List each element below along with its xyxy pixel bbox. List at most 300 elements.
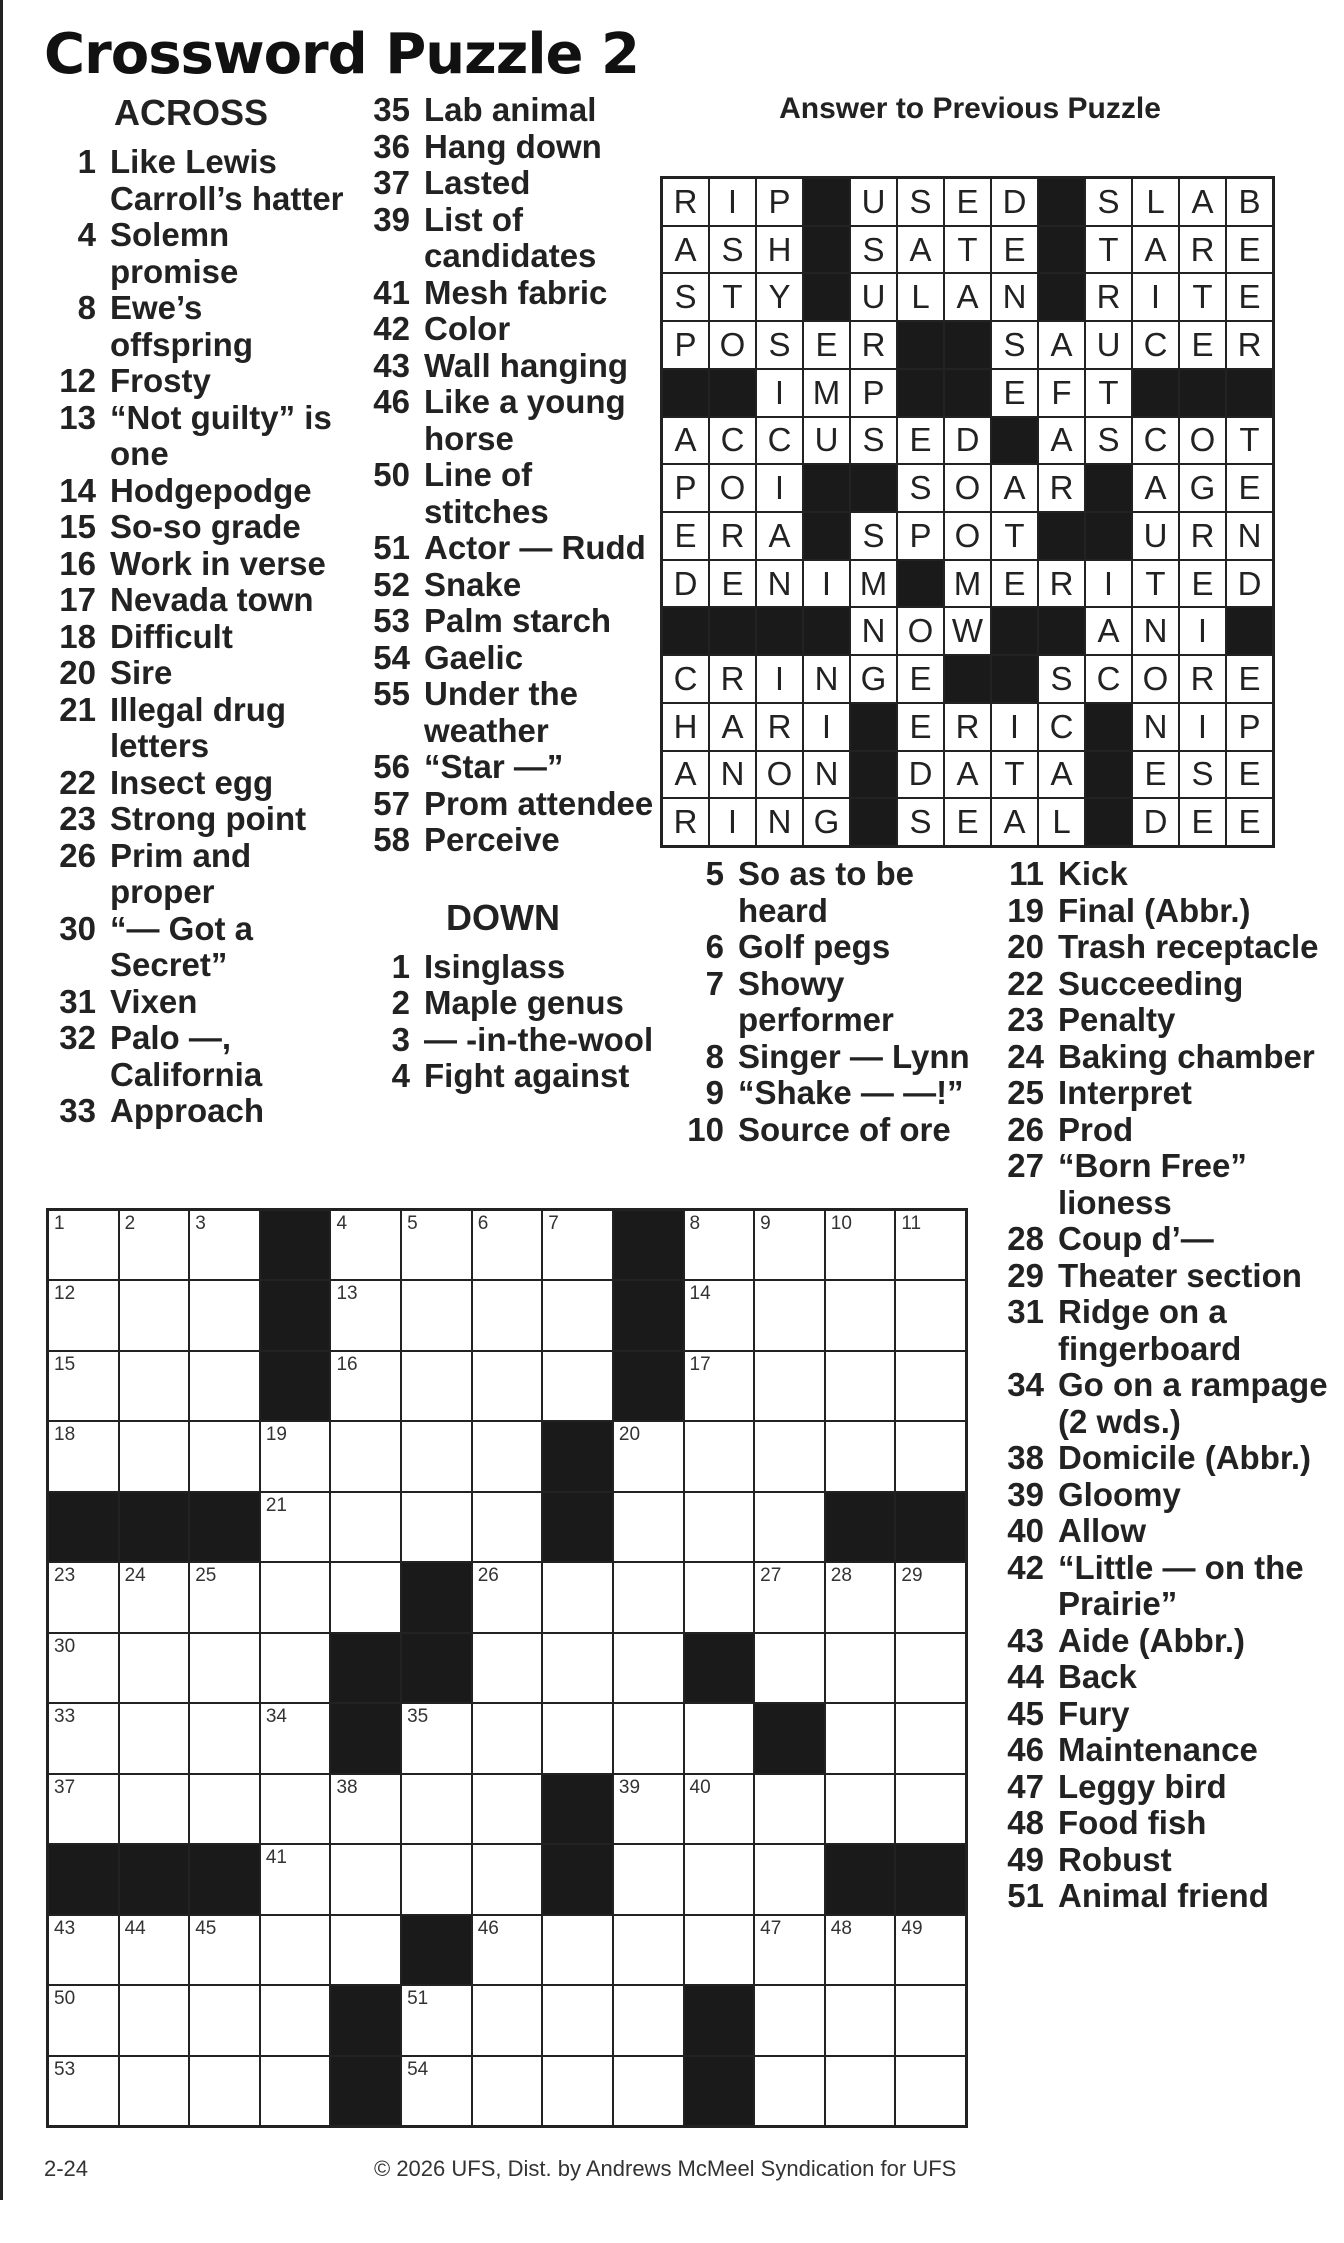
clue-down-col3-20 <box>990 929 1340 966</box>
grid-cell[interactable] <box>402 1422 471 1490</box>
answer-black-square <box>804 465 849 511</box>
grid-cell[interactable] <box>614 1422 683 1490</box>
clue-down-col3-31 <box>990 1294 1340 1367</box>
grid-cell[interactable] <box>261 1563 330 1631</box>
clue-number: 34 <box>1007 1366 1044 1403</box>
clue-number: 50 <box>373 456 410 493</box>
grid-cell[interactable] <box>826 1634 895 1702</box>
grid-cell[interactable] <box>49 1916 118 1984</box>
answer-letter-cell: I <box>1180 608 1225 654</box>
cell-number: 27 <box>760 1565 782 1587</box>
grid-cell[interactable] <box>614 2057 683 2125</box>
grid-cell[interactable] <box>685 1281 754 1349</box>
clue-number: 1 <box>391 947 410 985</box>
clue-down-col3-34 <box>990 1367 1340 1440</box>
grid-cell[interactable] <box>896 1211 965 1279</box>
grid-cell[interactable] <box>331 1493 400 1561</box>
answer-letter-cell: A <box>992 799 1037 845</box>
grid-cell[interactable] <box>473 2057 542 2125</box>
clue-number: 39 <box>373 200 410 238</box>
down-column-2 <box>670 856 970 1148</box>
grid-cell[interactable] <box>896 1422 965 1490</box>
grid-cell[interactable] <box>120 1352 189 1420</box>
grid-cell[interactable] <box>331 1845 400 1913</box>
grid-cell[interactable] <box>190 2057 259 2125</box>
grid-cell[interactable] <box>402 1775 471 1843</box>
clue-number: 2 <box>391 984 410 1021</box>
clue-down-col1-1 <box>356 949 656 986</box>
clue-text: Like a young horse <box>424 383 626 457</box>
grid-cell[interactable] <box>543 1211 612 1279</box>
clue-text: Gaelic <box>424 638 524 676</box>
answer-letter-cell: C <box>1086 656 1131 702</box>
clue-across-col2-50 <box>356 457 656 530</box>
crossword-grid[interactable] <box>46 1208 968 2128</box>
grid-cell[interactable] <box>49 1775 118 1843</box>
grid-cell[interactable] <box>190 1422 259 1490</box>
black-square <box>614 1352 683 1420</box>
answer-letter-cell: B <box>1227 179 1272 225</box>
grid-cell[interactable] <box>473 1916 542 1984</box>
grid-cell[interactable] <box>755 1352 824 1420</box>
grid-cell[interactable] <box>473 1563 542 1631</box>
clue-number: 6 <box>705 928 724 965</box>
answer-black-square <box>804 227 849 273</box>
clue-across-col1-8 <box>44 290 344 363</box>
answer-black-square <box>945 370 990 416</box>
black-square <box>543 1845 612 1913</box>
answer-black-square <box>1039 274 1084 320</box>
clue-across-col1-12 <box>44 363 344 400</box>
answer-letter-cell: S <box>851 227 896 273</box>
grid-cell[interactable] <box>49 1563 118 1631</box>
cell-number: 47 <box>760 1917 782 1939</box>
clue-number: 41 <box>373 273 410 311</box>
clue-text: Illegal drug letters <box>110 690 287 764</box>
clue-text: Animal friend <box>1058 1877 1269 1914</box>
grid-cell[interactable] <box>896 1352 965 1420</box>
grid-cell[interactable] <box>473 1986 542 2054</box>
grid-cell[interactable] <box>190 1352 259 1420</box>
clue-number: 8 <box>705 1037 724 1075</box>
black-square <box>261 1211 330 1279</box>
grid-cell[interactable] <box>49 1422 118 1490</box>
clue-down-col3-38 <box>990 1440 1340 1477</box>
clue-text: Succeeding <box>1058 964 1244 1002</box>
grid-cell[interactable] <box>120 1986 189 2054</box>
grid-cell[interactable] <box>190 1986 259 2054</box>
answer-black-square <box>1039 227 1084 273</box>
grid-cell[interactable] <box>190 1211 259 1279</box>
grid-cell[interactable] <box>614 1775 683 1843</box>
cell-number: 5 <box>407 1213 418 1234</box>
grid-cell[interactable] <box>120 1281 189 1349</box>
clue-text: Work in verse <box>110 544 326 582</box>
clue-number: 47 <box>1007 1767 1044 1805</box>
grid-cell[interactable] <box>402 1493 471 1561</box>
cell-number: 12 <box>54 1283 76 1305</box>
clue-across-col2-57 <box>356 786 656 823</box>
clue-number: 31 <box>1007 1293 1044 1330</box>
black-square <box>49 1845 118 1913</box>
clue-number: 12 <box>59 362 96 399</box>
grid-cell[interactable] <box>896 1704 965 1772</box>
grid-cell[interactable] <box>826 1704 895 1772</box>
grid-cell[interactable] <box>755 1916 824 1984</box>
grid-cell[interactable] <box>826 1986 895 2054</box>
clue-number: 42 <box>373 310 410 347</box>
black-square <box>49 1493 118 1561</box>
grid-cell[interactable] <box>826 1775 895 1843</box>
black-square <box>331 1634 400 1702</box>
answer-black-square <box>1180 370 1225 416</box>
answer-letter-cell: T <box>1086 370 1131 416</box>
grid-cell[interactable] <box>543 1281 612 1349</box>
grid-cell[interactable] <box>120 1563 189 1631</box>
answer-black-square <box>1086 465 1131 511</box>
grid-cell[interactable] <box>614 1845 683 1913</box>
clue-number: 44 <box>1007 1658 1044 1695</box>
clue-text: Wall hanging <box>424 346 629 384</box>
clue-number: 7 <box>705 964 724 1002</box>
cell-number: 45 <box>195 1917 217 1939</box>
grid-cell[interactable] <box>402 1986 471 2054</box>
grid-cell[interactable] <box>614 1916 683 1984</box>
grid-cell[interactable] <box>755 1563 824 1631</box>
answer-black-square <box>1086 752 1131 798</box>
grid-cell[interactable] <box>755 1281 824 1349</box>
grid-cell[interactable] <box>120 1634 189 1702</box>
grid-cell[interactable] <box>49 1634 118 1702</box>
grid-cell[interactable] <box>685 1916 754 1984</box>
answer-letter-cell: I <box>1180 704 1225 750</box>
clue-text: Difficult <box>110 617 233 655</box>
grid-cell[interactable] <box>402 1352 471 1420</box>
clue-number: 54 <box>373 638 410 676</box>
answer-letter-cell: E <box>804 322 849 368</box>
grid-cell[interactable] <box>826 2057 895 2125</box>
clue-down-col3-48 <box>990 1805 1340 1842</box>
grid-cell[interactable] <box>473 1845 542 1913</box>
grid-cell[interactable] <box>543 1704 612 1772</box>
grid-cell[interactable] <box>49 1704 118 1772</box>
grid-cell[interactable] <box>826 1211 895 1279</box>
grid-cell[interactable] <box>543 1916 612 1984</box>
answer-letter-cell: D <box>992 179 1037 225</box>
answer-black-square <box>710 608 755 654</box>
answer-letter-cell: R <box>710 656 755 702</box>
answer-letter-cell: P <box>898 513 943 559</box>
grid-cell[interactable] <box>685 1493 754 1561</box>
answer-letter-cell: E <box>1227 752 1272 798</box>
grid-cell[interactable] <box>896 1563 965 1631</box>
grid-cell[interactable] <box>896 1634 965 1702</box>
clue-number: 13 <box>59 398 96 436</box>
clue-number: 58 <box>373 821 410 858</box>
answer-letter-cell: I <box>992 704 1037 750</box>
clue-down-col3-29 <box>990 1258 1340 1295</box>
grid-cell[interactable] <box>685 1422 754 1490</box>
answer-letter-cell: T <box>945 227 990 273</box>
clue-number: 46 <box>1007 1731 1044 1768</box>
answer-letter-cell: E <box>1180 561 1225 607</box>
clue-text: “Star —” <box>424 748 564 785</box>
grid-cell[interactable] <box>120 1704 189 1772</box>
grid-cell[interactable] <box>190 1634 259 1702</box>
clue-number: 51 <box>1007 1877 1044 1914</box>
answer-letter-cell: S <box>757 322 802 368</box>
grid-cell[interactable] <box>190 1563 259 1631</box>
grid-cell[interactable] <box>331 1211 400 1279</box>
clue-number: 24 <box>1007 1037 1044 1075</box>
grid-cell[interactable] <box>755 1493 824 1561</box>
grid-cell[interactable] <box>331 1281 400 1349</box>
answer-letter-cell: N <box>710 752 755 798</box>
cell-number: 28 <box>830 1565 852 1587</box>
grid-cell[interactable] <box>261 1986 330 2054</box>
answer-black-square <box>1039 179 1084 225</box>
grid-cell[interactable] <box>685 1775 754 1843</box>
answer-letter-cell: E <box>945 799 990 845</box>
clue-number: 18 <box>59 617 96 655</box>
clue-number: 46 <box>373 383 410 420</box>
cell-number: 15 <box>54 1353 76 1375</box>
clue-text: Color <box>424 310 511 347</box>
answer-letter-cell: L <box>898 274 943 320</box>
cell-number: 53 <box>54 2058 76 2080</box>
answer-letter-cell: D <box>663 561 708 607</box>
grid-cell[interactable] <box>826 1422 895 1490</box>
cell-number: 20 <box>618 1424 641 1446</box>
cell-number: 26 <box>477 1565 499 1587</box>
grid-cell[interactable] <box>473 1634 542 1702</box>
grid-cell[interactable] <box>685 1211 754 1279</box>
grid-cell[interactable] <box>402 2057 471 2125</box>
black-square <box>896 1493 965 1561</box>
answer-letter-cell: E <box>710 561 755 607</box>
answer-letter-cell: I <box>1086 561 1131 607</box>
clue-text: Under the weather <box>424 675 579 749</box>
answer-letter-cell: N <box>757 561 802 607</box>
black-square <box>543 1493 612 1561</box>
clue-number: 19 <box>1007 891 1044 929</box>
grid-cell[interactable] <box>685 1704 754 1772</box>
grid-cell[interactable] <box>402 1281 471 1349</box>
clue-number: 1 <box>77 143 96 180</box>
grid-cell[interactable] <box>896 1775 965 1843</box>
clue-down-col3-11 <box>990 856 1340 893</box>
grid-cell[interactable] <box>49 1281 118 1349</box>
grid-cell[interactable] <box>261 2057 330 2125</box>
grid-cell[interactable] <box>190 1916 259 1984</box>
clue-text: Lasted <box>424 164 531 201</box>
answer-letter-cell: E <box>1180 322 1225 368</box>
black-square <box>190 1845 259 1913</box>
clue-number: 33 <box>59 1092 96 1129</box>
grid-cell[interactable] <box>543 1634 612 1702</box>
grid-cell[interactable] <box>120 1916 189 1984</box>
grid-cell[interactable] <box>614 1634 683 1702</box>
grid-cell[interactable] <box>473 1775 542 1843</box>
answer-letter-cell: I <box>757 656 802 702</box>
grid-cell[interactable] <box>543 1563 612 1631</box>
cell-number: 18 <box>54 1424 76 1446</box>
clue-text: Golf pegs <box>738 928 891 965</box>
answer-letter-cell: O <box>710 465 755 511</box>
grid-cell[interactable] <box>826 1916 895 1984</box>
grid-cell[interactable] <box>685 1352 754 1420</box>
grid-cell[interactable] <box>614 1704 683 1772</box>
clue-down-col3-43 <box>990 1623 1340 1660</box>
clue-across-col1-18 <box>44 619 344 656</box>
grid-cell[interactable] <box>614 1563 683 1631</box>
answer-letter-cell: R <box>663 799 708 845</box>
grid-cell[interactable] <box>826 1563 895 1631</box>
clue-number: 40 <box>1007 1512 1044 1549</box>
answer-black-square <box>804 274 849 320</box>
grid-cell[interactable] <box>331 1916 400 1984</box>
clue-across-col2-37 <box>356 165 656 202</box>
clue-text: List of candidates <box>424 200 597 274</box>
grid-cell[interactable] <box>49 1986 118 2054</box>
clue-text: Lab animal <box>424 91 597 128</box>
grid-cell[interactable] <box>826 1352 895 1420</box>
grid-cell[interactable] <box>261 1422 330 1490</box>
grid-cell[interactable] <box>49 1211 118 1279</box>
grid-cell[interactable] <box>261 1704 330 1772</box>
grid-cell[interactable] <box>331 1775 400 1843</box>
answer-letter-cell: T <box>1133 561 1178 607</box>
answer-letter-cell: R <box>1039 561 1084 607</box>
grid-cell[interactable] <box>473 1422 542 1490</box>
grid-cell[interactable] <box>543 1986 612 2054</box>
grid-cell[interactable] <box>190 1704 259 1772</box>
grid-cell[interactable] <box>473 1352 542 1420</box>
clue-across-col1-30 <box>44 911 344 984</box>
grid-cell[interactable] <box>896 2057 965 2125</box>
grid-cell[interactable] <box>755 1986 824 2054</box>
grid-cell[interactable] <box>826 1281 895 1349</box>
answer-letter-cell: A <box>992 465 1037 511</box>
grid-cell[interactable] <box>261 1493 330 1561</box>
grid-cell[interactable] <box>261 1775 330 1843</box>
clue-across-col2-43 <box>356 348 656 385</box>
grid-cell[interactable] <box>331 1352 400 1420</box>
clue-text: Baking chamber <box>1058 1037 1315 1075</box>
clue-number: 55 <box>373 675 410 712</box>
grid-cell[interactable] <box>402 1211 471 1279</box>
clue-across-col2-53 <box>356 603 656 640</box>
answer-letter-cell: I <box>710 799 755 845</box>
answer-letter-cell: E <box>992 227 1037 273</box>
grid-cell[interactable] <box>473 1704 542 1772</box>
clue-number: 52 <box>373 565 410 603</box>
grid-cell[interactable] <box>331 1563 400 1631</box>
clue-text: Kick <box>1058 855 1128 892</box>
grid-cell[interactable] <box>190 1775 259 1843</box>
clue-number: 23 <box>59 800 96 837</box>
left-margin-rule <box>0 0 3 2200</box>
clue-text: Fury <box>1058 1694 1130 1732</box>
across-list-2 <box>356 92 656 859</box>
cell-number: 54 <box>407 2058 429 2080</box>
grid-cell[interactable] <box>896 1986 965 2054</box>
grid-cell[interactable] <box>190 1281 259 1349</box>
clue-down-col3-40 <box>990 1513 1340 1550</box>
grid-cell[interactable] <box>896 1281 965 1349</box>
answer-letter-cell: E <box>898 704 943 750</box>
cell-number: 33 <box>54 1706 76 1728</box>
answer-letter-cell: C <box>1133 322 1178 368</box>
clue-number: 32 <box>59 1019 96 1056</box>
grid-cell[interactable] <box>755 1845 824 1913</box>
grid-cell[interactable] <box>261 1634 330 1702</box>
cell-number: 39 <box>618 1776 641 1798</box>
grid-cell[interactable] <box>614 1493 683 1561</box>
clue-text: Nevada town <box>110 581 314 618</box>
grid-cell[interactable] <box>402 1704 471 1772</box>
grid-cell[interactable] <box>543 1352 612 1420</box>
grid-cell[interactable] <box>261 1916 330 1984</box>
grid-cell[interactable] <box>120 1422 189 1490</box>
copyright-notice: © 2026 UFS, Dist. by Andrews McMeel Syndication for UFS <box>374 2156 957 2181</box>
grid-cell[interactable] <box>261 1845 330 1913</box>
grid-cell[interactable] <box>685 1845 754 1913</box>
grid-cell[interactable] <box>49 2057 118 2125</box>
grid-cell[interactable] <box>543 2057 612 2125</box>
answer-letter-cell: N <box>804 656 849 702</box>
grid-cell[interactable] <box>402 1845 471 1913</box>
cell-number: 51 <box>407 1988 429 2010</box>
grid-cell[interactable] <box>473 1211 542 1279</box>
answer-letter-cell: S <box>992 322 1037 368</box>
grid-cell[interactable] <box>614 1986 683 2054</box>
black-square <box>331 1704 400 1772</box>
clue-text: Maintenance <box>1058 1731 1258 1768</box>
grid-cell[interactable] <box>755 1211 824 1279</box>
grid-cell[interactable] <box>120 2057 189 2125</box>
grid-cell[interactable] <box>755 2057 824 2125</box>
grid-cell[interactable] <box>331 1422 400 1490</box>
answer-black-square <box>663 608 708 654</box>
grid-cell[interactable] <box>473 1493 542 1561</box>
grid-cell[interactable] <box>120 1775 189 1843</box>
answer-letter-cell: E <box>992 370 1037 416</box>
clue-text: Prim and proper <box>110 836 252 910</box>
answer-letter-cell: C <box>1039 704 1084 750</box>
answer-letter-cell: M <box>804 370 849 416</box>
clue-down-col2-6 <box>670 929 970 966</box>
grid-cell[interactable] <box>120 1211 189 1279</box>
answer-letter-cell: L <box>1133 179 1178 225</box>
answer-letter-cell: O <box>1180 418 1225 464</box>
answer-letter-cell: R <box>757 704 802 750</box>
grid-cell[interactable] <box>755 1775 824 1843</box>
answer-letter-cell: S <box>1086 179 1131 225</box>
grid-cell[interactable] <box>896 1916 965 1984</box>
black-square <box>685 1986 754 2054</box>
clue-number: 20 <box>59 654 96 691</box>
grid-cell[interactable] <box>685 1563 754 1631</box>
grid-cell[interactable] <box>473 1281 542 1349</box>
cell-number: 2 <box>124 1213 136 1234</box>
black-square <box>261 1352 330 1420</box>
grid-cell[interactable] <box>49 1352 118 1420</box>
grid-cell[interactable] <box>755 1422 824 1490</box>
clue-across-col1-20 <box>44 655 344 692</box>
clue-number: 26 <box>1007 1110 1044 1148</box>
grid-cell[interactable] <box>755 1634 824 1702</box>
